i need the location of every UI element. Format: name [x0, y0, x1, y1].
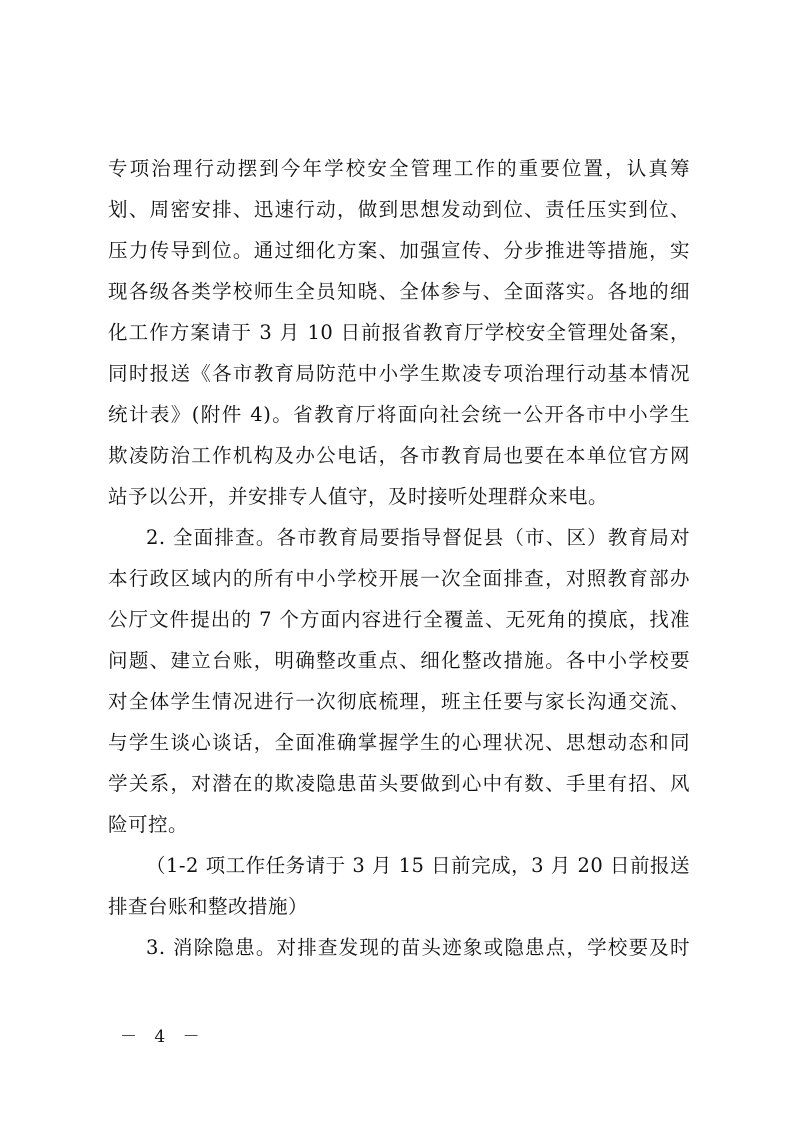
text-line: 与学生谈心谈话，全面准确掌握学生的心理状况、思想动态和同 [108, 731, 690, 754]
text-line: 学关系，对潜在的欺凌隐患苗头要做到心中有数、手里有招、风 [108, 772, 690, 795]
text-line: 对全体学生情况进行一次彻底梳理，班主任要与家长沟通交流、 [108, 690, 690, 713]
text-line: 排查台账和整改措施） [108, 895, 309, 918]
text-line: 险可控。 [108, 813, 189, 836]
text-line: 2. 全面排查。各市教育局要指导督促县（市、区）教育局对 [146, 526, 690, 549]
text-line: 统计表》(附件 4)。省教育厅将面向社会统一公开各市中小学生 [108, 403, 690, 426]
body-text [108, 148, 690, 968]
page-number: － 4 － [120, 1027, 206, 1047]
text-line: 同时报送《各市教育局防范中小学生欺凌专项治理行动基本情况 [108, 362, 690, 385]
text-line: 现各级各类学校师生全员知晓、全体参与、全面落实。各地的细 [108, 280, 690, 303]
text-line: 划、周密安排、迅速行动，做到思想发动到位、责任压实到位、 [108, 198, 690, 221]
text-line: 3. 消除隐患。对排查发现的苗头迹象或隐患点，学校要及时 [146, 936, 690, 959]
text-line: 站予以公开，并安排专人值守，及时接听处理群众来电。 [108, 485, 609, 508]
text-line: （1-2 项工作任务请于 3 月 15 日前完成，3 月 20 日前报送 [146, 854, 690, 877]
text-line: 化工作方案请于 3 月 10 日前报省教育厅学校安全管理处备案， [108, 321, 690, 344]
text-line: 欺凌防治工作机构及办公电话，各市教育局也要在本单位官方网 [108, 444, 690, 467]
text-line: 压力传导到位。通过细化方案、加强宣传、分步推进等措施，实 [108, 239, 690, 262]
text-line: 本行政区域内的所有中小学校开展一次全面排查，对照教育部办 [108, 567, 690, 590]
text-line: 公厅文件提出的 7 个方面内容进行全覆盖、无死角的摸底，找准 [108, 608, 690, 631]
text-line: 问题、建立台账，明确整改重点、细化整改措施。各中小学校要 [108, 649, 690, 672]
text-line: 专项治理行动摆到今年学校安全管理工作的重要位置，认真筹 [108, 157, 690, 180]
